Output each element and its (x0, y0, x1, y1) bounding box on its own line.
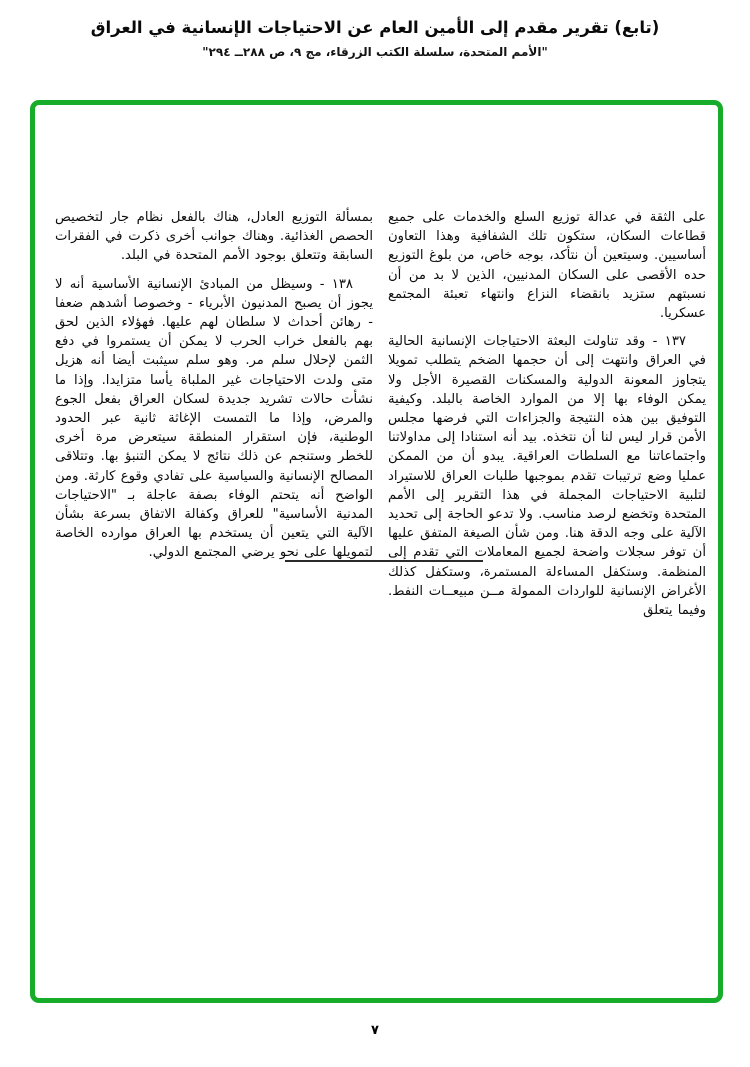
left-text-column (55, 208, 373, 629)
right-text-column (388, 208, 706, 629)
document-title: (تابع) تقرير مقدم إلى الأمين العام عن الاحتياجات الإنسانية في العراق (90, 18, 660, 37)
two-column-text-block (55, 208, 706, 629)
document-header (0, 16, 750, 59)
paragraph-continuation-right: على الثقة في عدالة توزيع السلع والخدمات على جميع قطاعات السكان، ستكون تلك الشفافية وهذا التعاون أساسيين. وسيتعين أن نتأكد، بوجه خاص، من بلوغ التوزيع حده الأقصى على السكان المدنيين، الذين لا بد من أن نسبتهم ستزيد بانقضاء النزاع وانتهاء تعبئة المجتمع عسكريا. (388, 210, 706, 322)
page-number: ٧ (371, 1023, 379, 1038)
paragraph-continuation-left: بمسألة التوزيع العادل، هناك بالفعل نظام جار لتخصيص الحصص الغذائية. وهناك جوانب أخرى ذكرت في الفقرات السابقة وتتعلق بوجود الأمم المتحدة في البلد. (55, 210, 373, 264)
green-border-box (30, 100, 723, 1003)
document-subtitle: "الأمم المتحدة، سلسلة الكتب الزرقاء، مج ٩، ص ٢٨٨ــ ٢٩٤" (202, 44, 548, 59)
paragraph-137: ١٣٧ - وقد تناولت البعثة الاحتياجات الإنسانية الحالية في العراق وانتهت إلى أن حجمها الضخم يتطلب تمويلا يتجاوز المعونة الدولية والمسكنات القصيرة الأجل ولا يمكن الوفاء بها إلا من الموارد الخاصة بالبلد. وكيفية التوفيق بين هذه النتيجة والجزاءات التي فرضها مجلس الأمن قرار ليس لنا أن نتخذه. بيد أنه استنادا إلى مداولاتنا واجتماعاتنا مع السلطات العراقية. يبدو أن من الممكن عمليا وضع ترتيبات تقدم بموجبها طلبات العراق للاستيراد لتلبية الاحتياجات المجملة في هذا التقرير إلى الأمم المتحدة وتخضع لرصد مناسب. ولا تدعو الحاجة إلى تحديد الآلية على وجه الدقة هنا. ومن شأن الصيغة المتفق عليها أن توفر سجلات واضحة لجميع المعاملات التي تقدم إلى المنظمة. وستكفل المساءلة المستمرة، وستكفل كذلك الأغراض الإنسانية للواردات الممولة مــن مبيعــات النفط. وفيما يتعلق (388, 334, 706, 619)
paragraph-138: ١٣٨ - وسيظل من المبادئ الإنسانية الأساسية أنه لا يجوز أن يصبح المدنيون الأبرياء - وخصوصا أشدهم ضعفا - رهائن أحداث لا سلطان لهم عليها. فهؤلاء الذين لحق بهم بالفعل خراب الحرب لا يمكن أن يستمروا في دفع الثمن لإحلال سلم مر. وهو سلم سيثبت أيضا أنه هزيل متى ولدت الاحتياجات غير الملباة يأسا متزايدا. وإذا ما نشأت حالات تشريد جديدة لسكان العراق بفعل الجوع والمرض، وإذا ما التمست الإغاثة ثانية عبر الحدود الوطنية، فإن استقرار المنطقة سيتعرض مرة أخرى للخطر وستنجم عن ذلك نتائج لا يمكن التنبؤ بها. وتتلاقى المصالح الإنسانية والسياسية على تفادي وقوع كارثة. ومن الواضح أنه يتحتم الوفاء بصفة عاجلة بـ "الاحتياجات المدنية الأساسية" للعراق وكفالة الاتفاق بسرعة بشأن الآلية التي يتعين أن يستخدم بها العراق موارده الخاصة لتمويلها على نحو يرضي المجتمع الدولي. (55, 276, 373, 561)
footnote-separator-rule (285, 560, 483, 562)
